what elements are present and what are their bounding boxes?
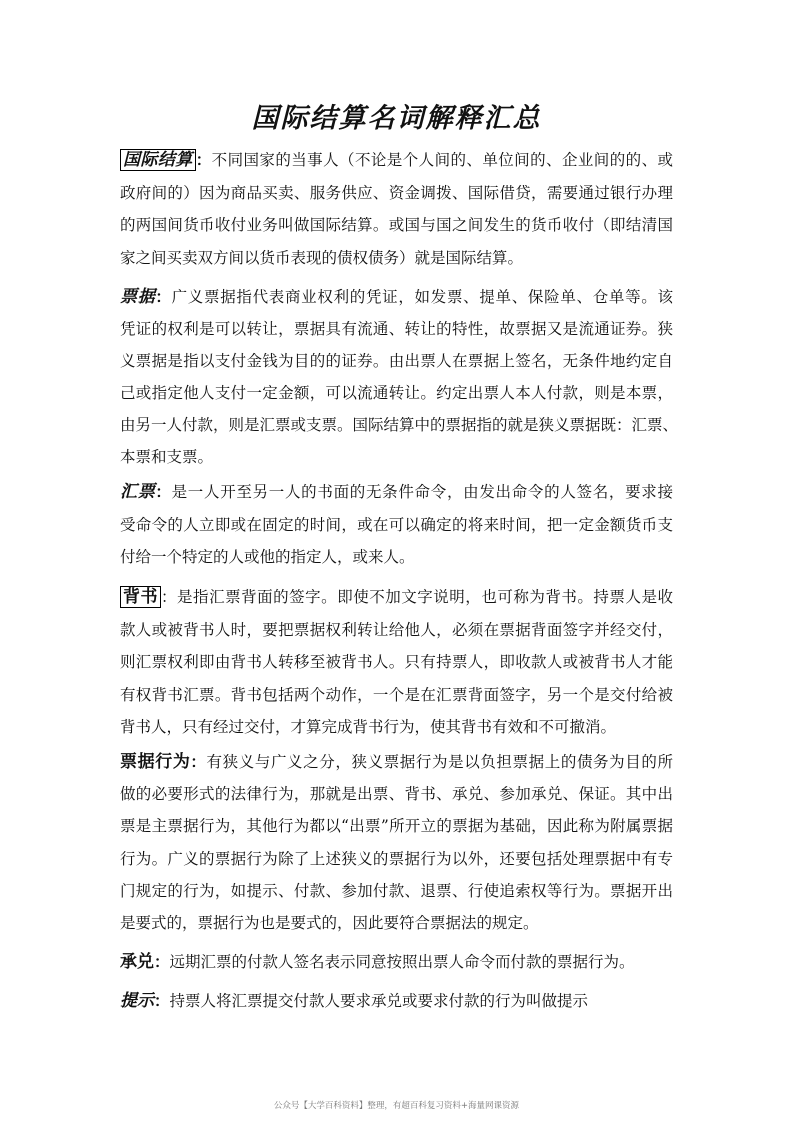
entry-international-settlement [120, 144, 673, 274]
entry-line: 政府间的）因为商品买卖、服务供应、资金调拨、国际借贷，需要通过银行办理 [120, 183, 673, 202]
term-separator: ： [155, 287, 172, 306]
term-separator: ： [195, 150, 212, 169]
entry-line: 己或指定他人支付一定金额，可以流通转让。约定出票人本人付款，则是本票， [120, 384, 673, 402]
entry-term: 承兑 [120, 952, 154, 972]
entry-line: 票是主票据行为，其他行为都以“出票”所开立的票据为基础，因此称为附属票据 [120, 817, 673, 836]
term-separator: ： [155, 482, 172, 501]
entry-draft [120, 476, 673, 574]
entry-term: 票据 [120, 287, 156, 307]
entry-line: 凭证的权利是可以转让，票据具有流通、转让的特性，故票据又是流通证券。狭 [120, 320, 673, 338]
entry-line: 不同国家的当事人（不论是个人间的、单位间的、企业间的的、或 [211, 151, 673, 169]
entry-line: 有权背书汇票。背书包括两个动作，一个是在汇票背面签字，另一个是交付给被 [120, 685, 673, 704]
entry-line: 的两国间货币收付业务叫做国际结算。或国与国之间发生的货币收付（即结清国 [120, 216, 673, 235]
entry-term: 汇票 [120, 482, 156, 502]
entry-line: 本票和支票。 [120, 448, 214, 466]
document-title: 国际结算名词解释汇总 [251, 103, 542, 134]
entry-line: 由另一人付款，则是汇票或支票。国际结算中的票据指的就是狭义票据既：汇票、 [120, 416, 679, 434]
entry-bill-act [120, 746, 673, 939]
entry-presentation [120, 985, 673, 1018]
entry-line: 门规定的行为，如提示、付款、参加付款、退票、行使追索权等行为。票据开出 [120, 881, 673, 900]
term-separator: ： [161, 588, 178, 606]
entry-line: 行为。广义的票据行为除了上述狭义的票据行为以外，还要包括处理票据中有专 [120, 849, 673, 868]
entry-line: 远期汇票的付款人签名表示同意按照出票人命令而付款的票据行为。 [169, 953, 635, 971]
entry-line: 做的必要形式的法律行为，那就是出票、背书、承兑、参加承兑、保证。其中出 [120, 785, 673, 804]
entry-line: 是一人开至另一人的书面的无条件命令，由发出命令的人签名，要求接 [171, 483, 673, 501]
entry-line: 背书人，只有经过交付，才算完成背书行为，使其背书有效和不可撤消。 [120, 718, 617, 737]
entry-line: 广义票据指代表商业权利的凭证，如发票、提单、保险单、仓单等。该 [171, 288, 673, 306]
entry-term: 提示 [120, 991, 154, 1011]
entry-term: 国际结算 [120, 149, 196, 171]
entry-endorsement [120, 581, 673, 744]
term-separator: ： [154, 991, 170, 1010]
entry-line: 有狭义与广义之分，狭义票据行为是以负担票据上的债务为目的所 [206, 753, 673, 771]
entry-line: 款人或被背书人时，要把票据权利转让给他人，必须在票据背面签字并经交付， [120, 620, 673, 639]
entry-line: 持票人将汇票提交付款人要求承兑或要求付款的行为叫做提示 [169, 992, 589, 1010]
term-separator: ： [190, 752, 207, 771]
entry-bill [120, 281, 679, 473]
entry-line: 是指汇票背面的签字。即使不加文字说明，也可称为背书。持票人是收 [177, 588, 673, 606]
entry-line: 则汇票权利即由背书人转移至被背书人。只有持票人，即收款人或被背书人才能 [120, 653, 673, 672]
entry-line: 家之间买卖双方间以货币表现的债权债务）就是国际结算。 [120, 248, 524, 267]
entry-acceptance [120, 946, 673, 979]
term-separator: ： [154, 952, 170, 971]
entry-term: 票据行为 [120, 752, 191, 772]
entry-term: 背书 [120, 586, 161, 608]
page-footer: 公众号【大学百科资料】整理，有超百科复习资料+海量网课资源 [273, 1101, 520, 1111]
entry-line: 受命令的人立即或在固定的时间，或在可以确定的将来时间，把一定金额货币支 [120, 515, 673, 534]
entry-line: 义票据是指以支付金钱为目的的证券。由出票人在票据上签名，无条件地约定自 [120, 352, 673, 370]
entry-line: 是要式的，票据行为也是要式的，因此要符合票据法的规定。 [120, 914, 539, 933]
entry-line: 付给一个特定的人或他的指定人，或来人。 [120, 548, 415, 567]
